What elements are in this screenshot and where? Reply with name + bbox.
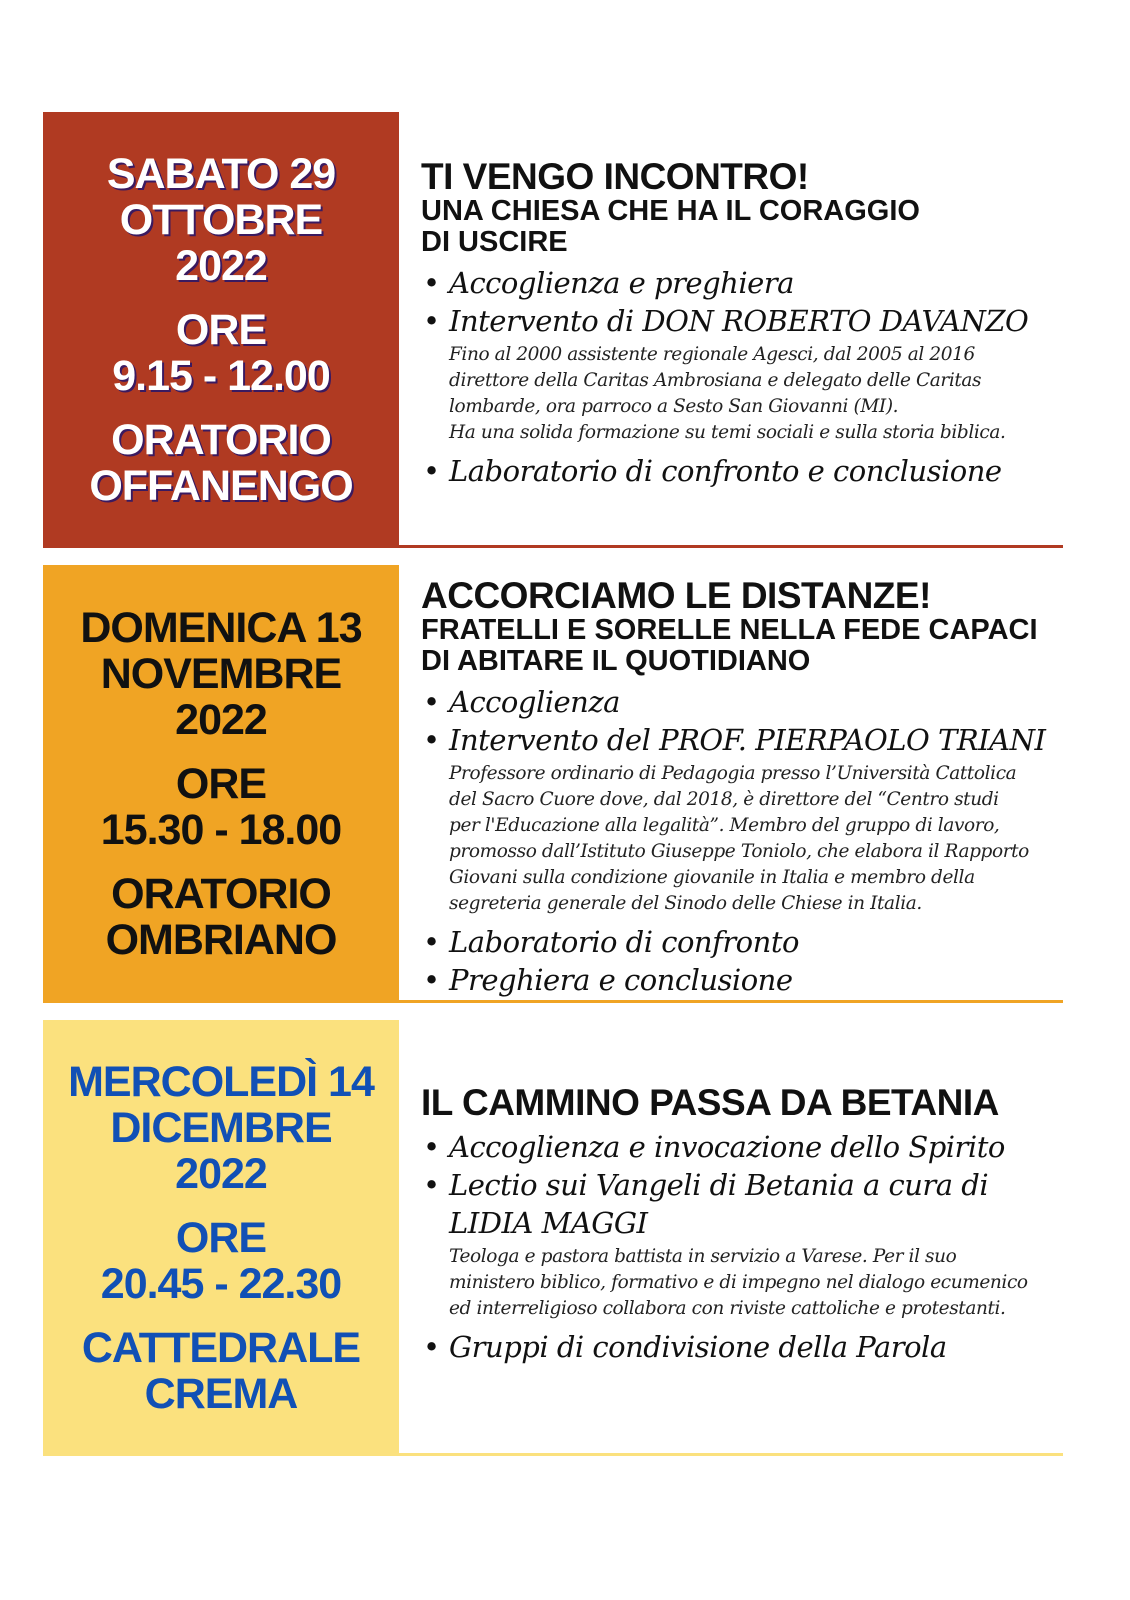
program-item (421, 961, 1063, 999)
event-1-place (89, 417, 352, 509)
program-item (421, 452, 1063, 490)
event-1-date-day: SABATO 29 (106, 150, 336, 198)
speaker-bio-line: ministero biblico, formativo e di impegno nel dialogo ecumenico (449, 1272, 1028, 1293)
event-3-place (82, 1325, 360, 1417)
event-2-content (421, 577, 1063, 1003)
event-2-date-year: 2022 (175, 696, 267, 744)
program-item (421, 683, 1063, 721)
event-3-program (421, 1128, 1063, 1366)
speaker-bio-line: per l'Educazione alla legalità”. Membro del gruppo di lavoro, (449, 815, 1000, 836)
bullet-icon: • (423, 963, 440, 997)
program-item-text: Gruppi di condivisione della Parola (449, 1330, 947, 1364)
speaker-bio-line: segreteria generale del Sinodo delle Chiese in Italia. (449, 893, 922, 914)
event-3 (43, 1020, 1063, 1456)
program-item (421, 302, 1063, 446)
speaker-bio (449, 761, 1063, 917)
event-3-place-line-1: CATTEDRALE (81, 1324, 361, 1372)
event-1-date-month: OTTOBRE (119, 196, 323, 244)
program-item-text: Intervento di DON ROBERTO DAVANZO (449, 304, 1029, 338)
event-2-place-line-1: ORATORIO (111, 870, 331, 918)
event-2-divider (399, 1000, 1063, 1003)
bullet-icon: • (423, 685, 440, 719)
bullet-icon: • (423, 304, 440, 338)
event-2 (43, 565, 1063, 1003)
event-1-date (107, 151, 335, 289)
event-1-divider (399, 545, 1063, 548)
speaker-bio-line: Professore ordinario di Pedagogia presso l’Università Cattolica (449, 763, 1017, 784)
event-1-program (421, 264, 1063, 490)
bullet-icon: • (423, 723, 440, 757)
event-3-time-label: ORE (175, 1214, 267, 1262)
event-1-content (421, 158, 1063, 548)
bullet-icon: • (423, 1168, 440, 1202)
event-1-title: TI VENGO INCONTRO! (421, 156, 809, 197)
speaker-bio-line: direttore della Caritas Ambrosiana e delegato delle Caritas (449, 370, 982, 391)
speaker-bio-line: ed interreligioso collabora con riviste cattoliche e protestanti. (449, 1298, 1006, 1319)
event-1-time (112, 307, 330, 399)
event-2-date-box (43, 565, 399, 1003)
event-2-subtitle-line-2: DI ABITARE IL QUOTIDIANO (421, 645, 811, 677)
event-3-divider (399, 1453, 1063, 1456)
event-2-place (106, 871, 337, 963)
event-1-time-range: 9.15 - 12.00 (112, 352, 330, 400)
event-2-date-day: DOMENICA 13 (80, 604, 362, 652)
event-3-date (68, 1059, 374, 1197)
speaker-bio-line: Teologa e pastora battista in servizio a Varese. Per il suo (449, 1246, 957, 1267)
program-item (421, 1166, 1063, 1322)
event-1-subtitle-line-2: DI USCIRE (421, 226, 568, 258)
event-3-date-month: DICEMBRE (110, 1104, 332, 1152)
event-2-date (80, 605, 361, 743)
event-2-place-line-2: OMBRIANO (105, 916, 337, 964)
event-2-time-range: 15.30 - 18.00 (100, 806, 342, 854)
event-2-date-month: NOVEMBRE (100, 650, 342, 698)
event-1-place-line-2: OFFANENGO (89, 462, 353, 510)
speaker-bio (449, 342, 1063, 446)
bullet-icon: • (423, 1330, 440, 1364)
program-item (421, 1328, 1063, 1366)
event-1-subtitle-line-1: UNA CHIESA CHE HA IL CORAGGIO (421, 195, 920, 227)
event-3-title: IL CAMMINO PASSA DA BETANIA (421, 1082, 999, 1123)
bullet-icon: • (423, 925, 440, 959)
event-3-date-year: 2022 (175, 1150, 267, 1198)
speaker-bio-line: Ha una solida formazione su temi sociali e sulla storia biblica. (449, 422, 1006, 443)
program-item-text: Accoglienza e preghiera (449, 266, 794, 300)
program-item-text: Laboratorio di confronto e conclusione (449, 454, 1002, 488)
event-3-content (421, 1084, 1063, 1456)
event-3-place-line-2: CREMA (144, 1370, 298, 1418)
program-item (421, 923, 1063, 961)
event-2-title: ACCORCIAMO LE DISTANZE! (421, 575, 931, 616)
event-3-time (101, 1215, 341, 1307)
program-item (421, 264, 1063, 302)
event-3-date-box (43, 1020, 399, 1456)
program-item-text: Accoglienza (449, 685, 620, 719)
event-2-subtitle-line-1: FRATELLI E SORELLE NELLA FEDE CAPACI (421, 614, 1038, 646)
event-1-date-box (43, 112, 399, 548)
event-1-time-label: ORE (175, 306, 267, 354)
event-1 (43, 112, 1063, 548)
event-1-date-year: 2022 (175, 242, 267, 290)
event-2-time-label: ORE (175, 760, 267, 808)
program-item-text: Accoglienza e invocazione dello Spirito (449, 1130, 1005, 1164)
program-item-text: Lectio sui Vangeli di Betania a cura di (449, 1168, 989, 1202)
speaker-bio-line: lombarde, ora parroco a Sesto San Giovanni (MI). (449, 396, 899, 417)
event-3-date-day: MERCOLEDÌ 14 (68, 1058, 374, 1106)
event-2-program (421, 683, 1063, 999)
bullet-icon: • (423, 266, 440, 300)
program-item-speaker: LIDIA MAGGI (449, 1206, 648, 1240)
program-item-text: Intervento del PROF. PIERPAOLO TRIANI (449, 723, 1046, 757)
speaker-bio (449, 1244, 1063, 1322)
program-item (421, 1128, 1063, 1166)
speaker-bio-line: del Sacro Cuore dove, dal 2018, è direttore del “Centro studi (449, 789, 999, 810)
event-3-time-range: 20.45 - 22.30 (100, 1260, 342, 1308)
speaker-bio-line: Giovani sulla condizione giovanile in Italia e membro della (449, 867, 975, 888)
event-2-time (101, 761, 341, 853)
bullet-icon: • (423, 1130, 440, 1164)
program-item-text: Preghiera e conclusione (449, 963, 793, 997)
program-item (421, 721, 1063, 917)
event-1-place-line-1: ORATORIO (111, 416, 331, 464)
bullet-icon: • (423, 454, 440, 488)
speaker-bio-line: Fino al 2000 assistente regionale Agesci, dal 2005 al 2016 (449, 344, 975, 365)
program-item-text: Laboratorio di confronto (449, 925, 799, 959)
speaker-bio-line: promosso dall’Istituto Giuseppe Toniolo, che elabora il Rapporto (449, 841, 1029, 862)
